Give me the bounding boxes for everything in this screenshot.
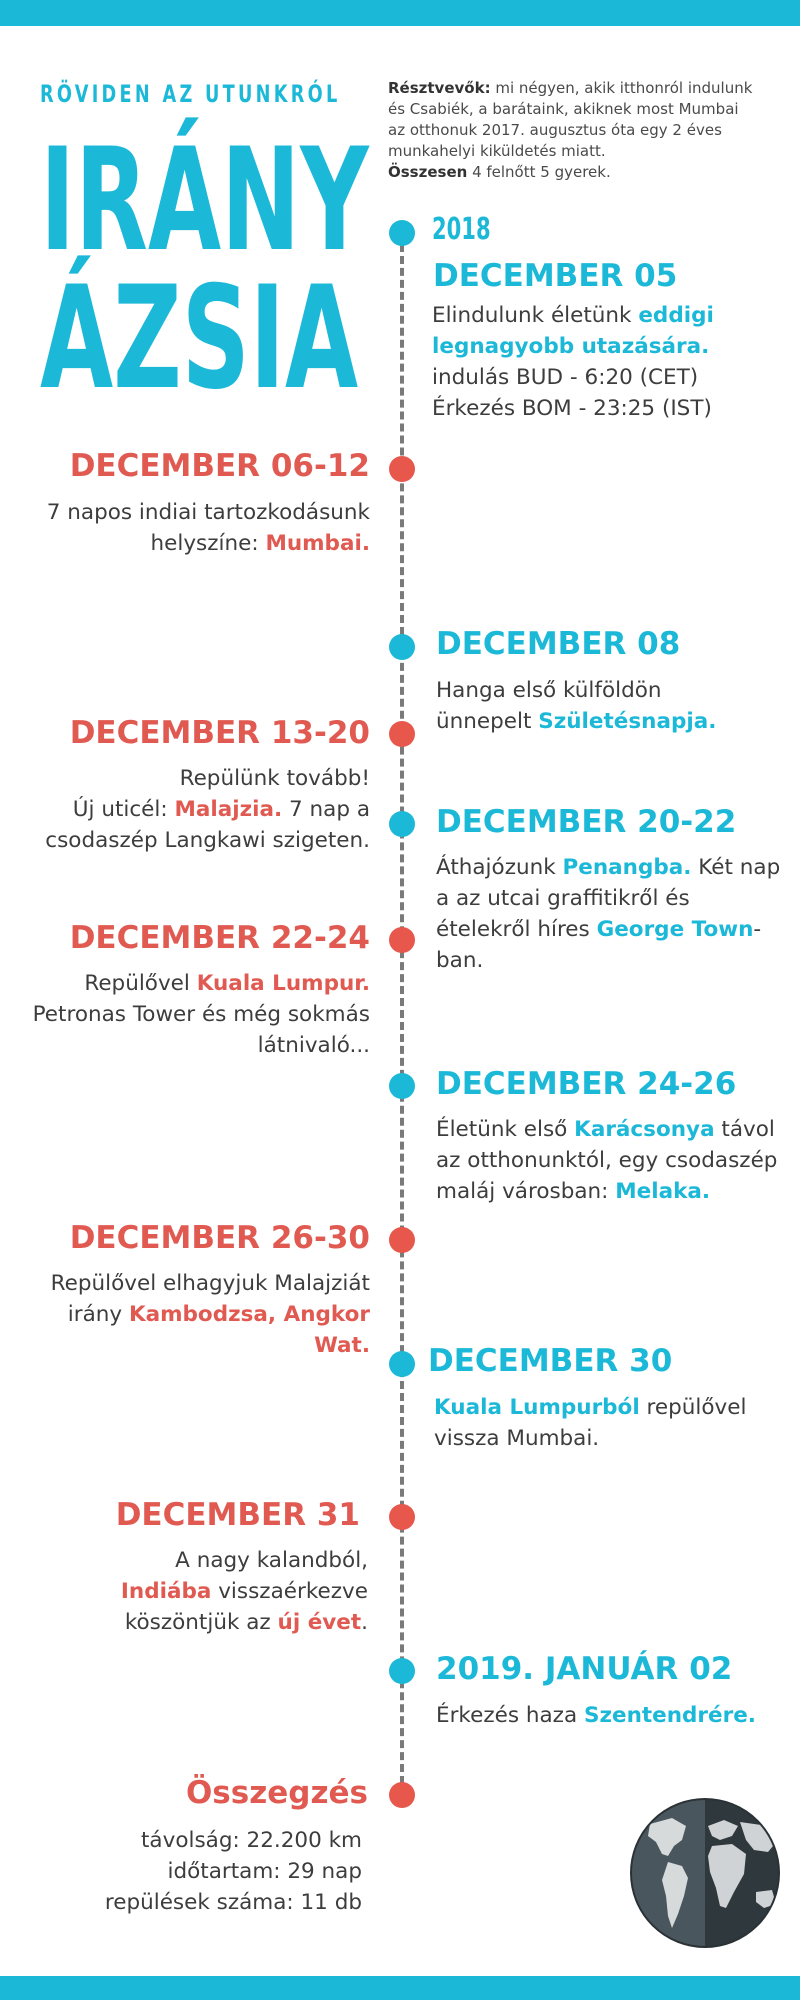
event-date-dec05: DECEMBER 05 bbox=[433, 258, 678, 294]
timeline-dot-jan02 bbox=[389, 1658, 415, 1684]
summary-title: Összegzés bbox=[185, 1775, 368, 1811]
timeline-dot-2018 bbox=[389, 220, 415, 246]
event-text-dec05: Elindulunk életünk eddigi legnagyobb utazására. indulás BUD - 6:20 (CET) Érkezés BOM - 23:25 (IST) bbox=[432, 303, 714, 421]
total-text: 4 felnőtt 5 gyerek. bbox=[467, 163, 611, 181]
total-label: Összesen bbox=[388, 163, 468, 181]
timeline-dot-summary bbox=[389, 1782, 415, 1808]
participants-text: mi négyen, akik itthonról indulunk és Csabiék, a barátaink, akiknek most Mumbai az otthonuk 2017. augusztus óta egy 2 éves munkahelyi kiküldetés miatt. bbox=[388, 79, 753, 160]
page-title-line2: ÁZSIA bbox=[40, 256, 359, 421]
event-text-dec13: Repülünk tovább! Új uticél: Malajzia. 7 nap a csodaszép Langkawi szigeten. bbox=[45, 766, 370, 853]
event-date-dec13: DECEMBER 13-20 bbox=[69, 715, 370, 751]
timeline-dot-dec24 bbox=[389, 1073, 415, 1099]
summary-duration: időtartam: 29 nap bbox=[167, 1859, 362, 1884]
page-subtitle: RÖVIDEN AZ UTUNKRÓL bbox=[40, 80, 341, 108]
event-text-dec24: Életünk első Karácsonya távol az otthonunktól, egy csodaszép maláj városban: Melaka. bbox=[436, 1117, 778, 1204]
event-date-dec30: DECEMBER 30 bbox=[428, 1343, 673, 1379]
timeline-dot-dec06 bbox=[389, 456, 415, 482]
year-label: 2018 bbox=[432, 212, 491, 247]
page-title-line1: IRÁNY bbox=[40, 118, 369, 283]
participants-label: Résztvevők: bbox=[388, 79, 491, 97]
event-text-dec31: A nagy kalandból, Indiába visszaérkezve köszöntjük az új évet. bbox=[120, 1548, 368, 1635]
timeline-dot-dec30 bbox=[389, 1351, 415, 1377]
event-text-dec26: Repülővel elhagyjuk Malajziát irány Kambodzsa, Angkor Wat. bbox=[50, 1271, 370, 1358]
event-text-dec22: Repülővel Kuala Lumpur. Petronas Tower és még sokmás látnivaló... bbox=[32, 971, 370, 1058]
globe-icon bbox=[628, 1796, 782, 1950]
timeline-dot-dec08 bbox=[389, 634, 415, 660]
intro-text bbox=[388, 78, 758, 183]
timeline-dot-dec22 bbox=[389, 927, 415, 953]
event-date-dec08: DECEMBER 08 bbox=[436, 626, 681, 662]
event-date-dec06: DECEMBER 06-12 bbox=[69, 448, 370, 484]
timeline-dot-dec26 bbox=[389, 1227, 415, 1253]
event-text-dec20: Áthajózunk Penangba. Két nap a az utcai graffitikről és ételekről híres George Town-ban. bbox=[436, 855, 781, 973]
event-date-dec24: DECEMBER 24-26 bbox=[436, 1066, 737, 1102]
event-date-dec20: DECEMBER 20-22 bbox=[436, 804, 737, 840]
page-title bbox=[40, 118, 369, 421]
event-date-dec22: DECEMBER 22-24 bbox=[69, 920, 370, 956]
event-text-dec08: Hanga első külföldön ünnepelt Születésnapja. bbox=[436, 678, 717, 734]
summary-distance: távolság: 22.200 km bbox=[140, 1828, 362, 1853]
bottom-accent-bar bbox=[0, 1976, 800, 2000]
timeline-dot-dec13 bbox=[389, 721, 415, 747]
event-text-jan02: Érkezés haza Szentendrére. bbox=[436, 1703, 756, 1728]
event-date-jan02: 2019. JANUÁR 02 bbox=[436, 1651, 733, 1687]
timeline-dot-dec20 bbox=[389, 811, 415, 837]
top-accent-bar bbox=[0, 0, 800, 26]
event-date-dec31: DECEMBER 31 bbox=[115, 1497, 360, 1533]
summary-stats bbox=[42, 1825, 362, 1918]
timeline-dot-dec31 bbox=[389, 1504, 415, 1530]
summary-flights: repülések száma: 11 db bbox=[104, 1890, 362, 1915]
event-text-dec06: 7 napos indiai tartozkodásunk helyszíne: Mumbai. bbox=[46, 500, 370, 556]
event-text-dec30: Kuala Lumpurból repülővel vissza Mumbai. bbox=[434, 1395, 747, 1451]
event-date-dec26: DECEMBER 26-30 bbox=[69, 1220, 370, 1256]
